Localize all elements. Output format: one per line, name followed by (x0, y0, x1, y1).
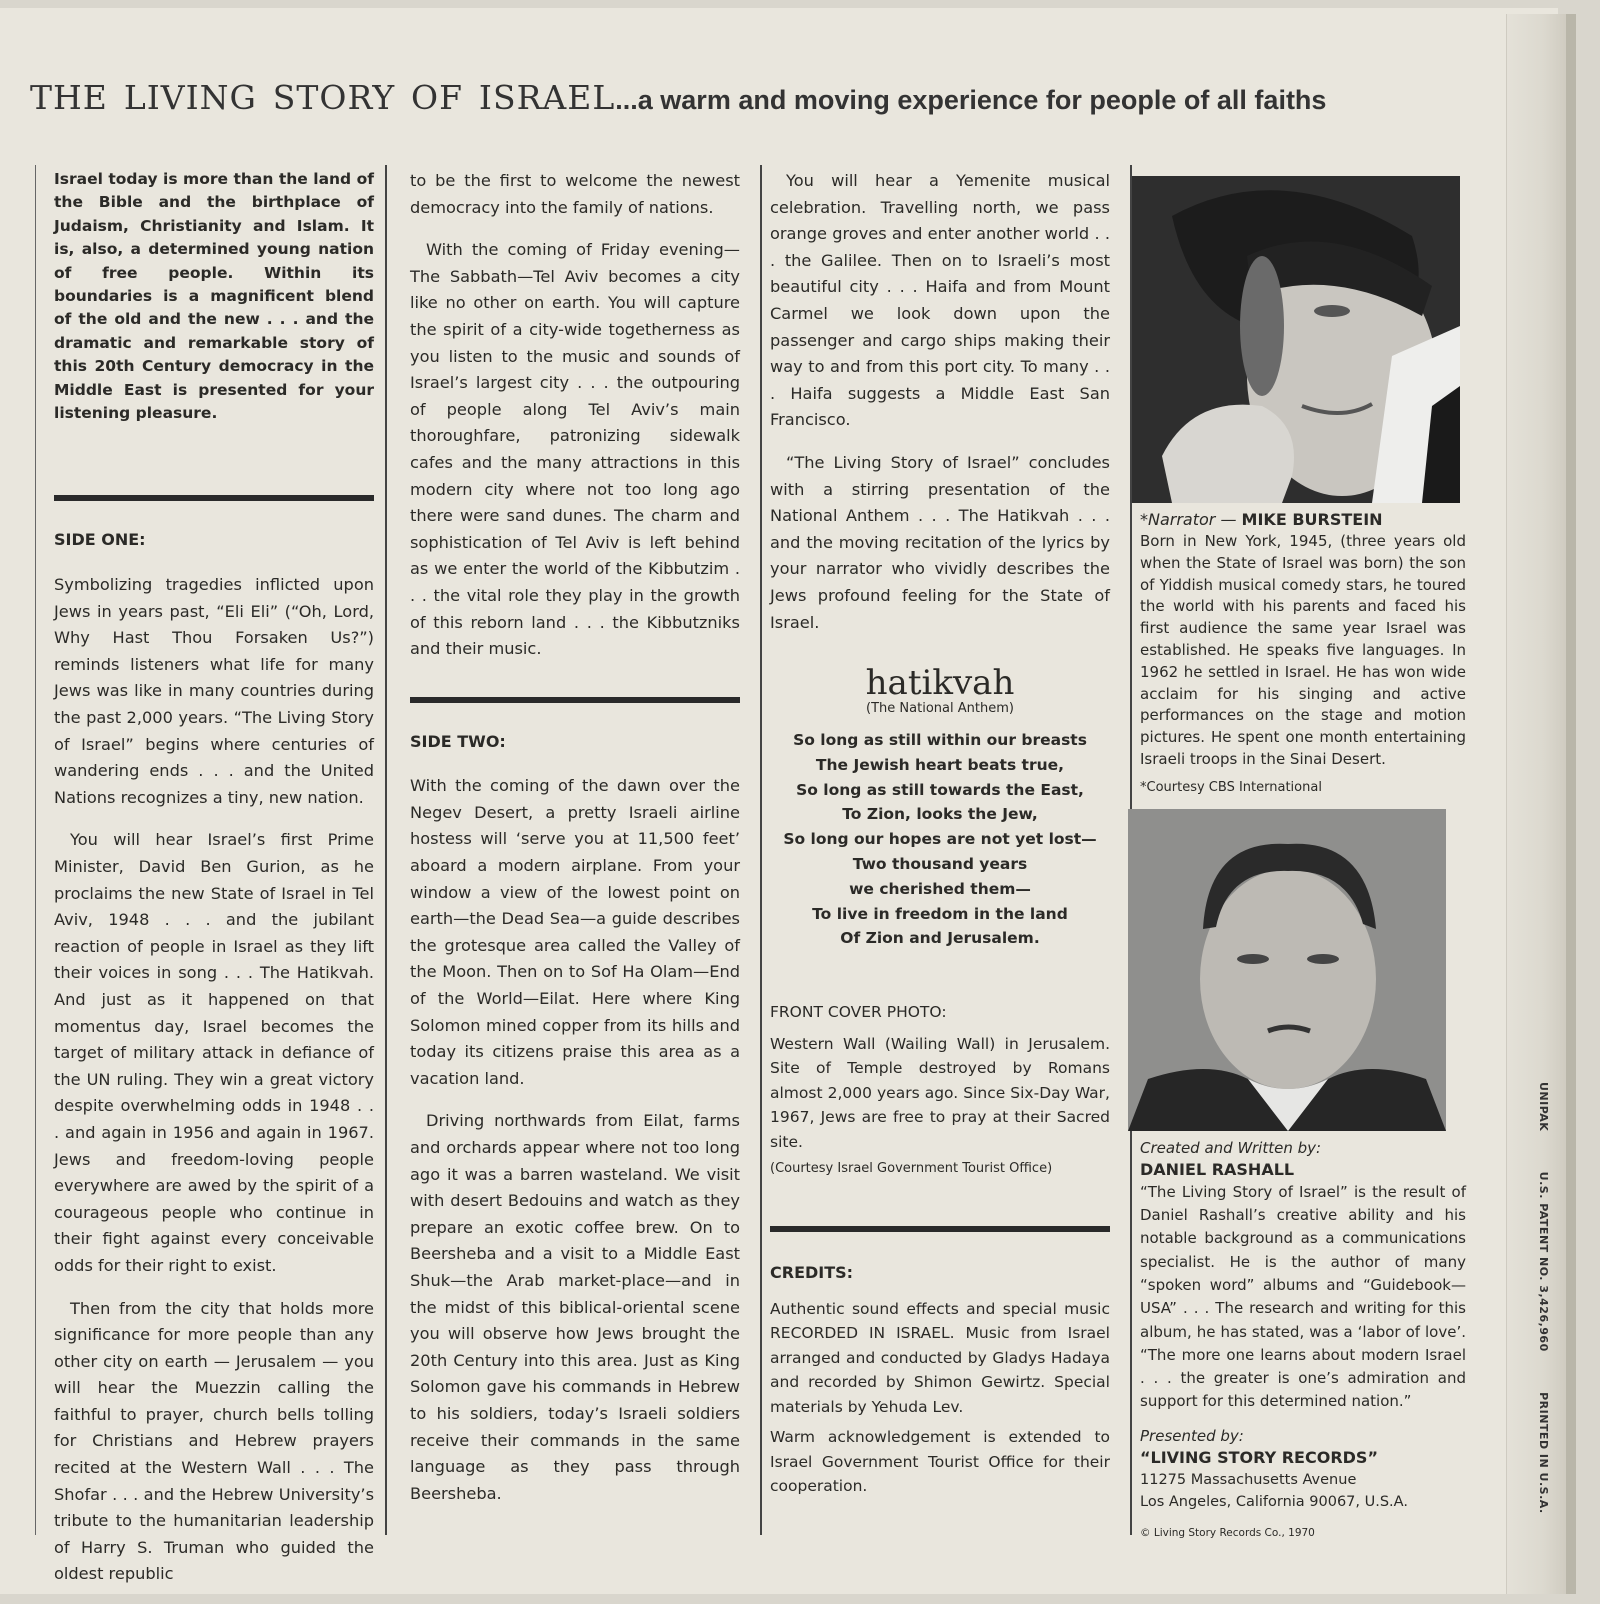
spine-patent: U.S. PATENT NO. 3,426,960 (1537, 1171, 1550, 1352)
column-divider (385, 165, 387, 1535)
hatikvah-subtitle: (The National Anthem) (866, 701, 1014, 717)
presenter-address-line2: Los Angeles, California 90067, U.S.A. (1140, 1493, 1408, 1510)
lyric-line: So long our hopes are not yet lost— (783, 830, 1097, 849)
spine-text (1537, 1082, 1550, 1550)
cover-photo-heading: FRONT COVER PHOTO: (770, 1003, 947, 1022)
section-rule (54, 495, 374, 501)
column-divider (760, 165, 762, 1535)
lyric-line: we cherished them— (849, 879, 1031, 898)
spine-edge (1566, 14, 1576, 1594)
spine-printed: PRINTED IN U.S.A. (1537, 1392, 1550, 1514)
hatikvah-title: hatikvah (865, 663, 1015, 704)
column-3 (770, 168, 1110, 1499)
author-role: Created and Written by: (1140, 1138, 1322, 1157)
paragraph: You will hear Israel’s first Prime Minister, David Ben Gurion, as he proclaims the new State of Israel in Tel Aviv, 1948 . . . and the jubilant reaction of people in Israel as they lift their voices in song . . . The Hatikvah. And just as it happened on that momentus day, Israel becomes the target of military attack in defiance of the UN ruling. They win a great victory despite overwhelming odds in 1948 . . . and again in 1956 and again in 1967. Jews and freedom-loving people everywhere are awed by the spirit of a courageous people who continue in their fight against every conceivable odds for their right to exist. (54, 830, 374, 1275)
narrator-courtesy: *Courtesy CBS International (1140, 779, 1322, 795)
narrator-caption (1140, 509, 1466, 531)
paragraph: “The Living Story of Israel” concludes with a stirring presentation of the National Anthem . . . The Hatikvah . . . and the moving recitation of the lyrics by your narrator who vividly describes the Jews profound feeling for the State of Israel. (770, 452, 1110, 632)
portrait-author-icon (1128, 809, 1446, 1131)
paragraph: to be the first to welcome the newest democracy into the family of nations. (410, 171, 740, 217)
narrator-role: *Narrator — (1140, 510, 1242, 529)
album-tagline: ...a warm and moving experience for people of all faiths (615, 85, 1327, 115)
paragraph: Then from the city that holds more significance for more people than any other city on earth — Jerusalem — you will hear the Muezzin calling the faithful to prayer, church bells tolling for Christians and Hebrew prayers recited at the Western Wall . . . The Shofar . . . and the Hebrew University’s tribute to the humanitarian leadership of Harry S. Truman who guided the oldest republic (54, 1298, 374, 1584)
side-two-heading: SIDE TWO: (410, 731, 506, 751)
portrait-narrator-icon (1132, 176, 1460, 503)
paragraph: With the coming of Friday evening—The Sabbath—Tel Aviv becomes a city like no other on earth. You will capture the spirit of a city-wide togetherness as you listen to the music and sounds of Israel’s largest city . . . the outpouring of people along Tel Aviv’s main thoroughfare, patronizing sidewalk cafes and the many attractions in this modern city where not too long ago there were sand dunes. The charm and sophistication of Tel Aviv is left behind as we enter the world of the Kibbutzim . . . the vital role they play in the growth of this reborn land . . . the Kibbutzniks and their music. (410, 240, 740, 659)
lyric-line: Of Zion and Jerusalem. (840, 929, 1040, 948)
credits-heading: CREDITS: (770, 1263, 854, 1283)
acknowledgement-text: Warm acknowledgement is extended to Israel Government Tourist Office for their cooperation. (770, 1428, 1110, 1496)
lyric-line: Two thousand years (852, 855, 1028, 874)
narrator-photo (1132, 176, 1460, 503)
author-photo (1128, 809, 1446, 1131)
lyric-line: To live in freedom in the land (812, 904, 1068, 923)
presenter-address-line1: 11275 Massachusetts Avenue (1140, 1471, 1357, 1488)
hatikvah-lyrics (770, 728, 1110, 951)
copyright-notice: © Living Story Records Co., 1970 (1140, 1526, 1315, 1539)
narrator-bio: Born in New York, 1945, (three years old when the State of Israel was born) the son of Yiddish musical comedy stars, he toured the world with his parents and faced his first audience the same year Israel was established. He speaks five languages. In 1962 he settled in Israel. He has won wide acclaim for his singing and active performances on the stage and motion pictures. He spent one month entertaining Israeli troops in the Sinai Desert. (1140, 532, 1466, 768)
credits-text: Authentic sound effects and special music RECORDED IN ISRAEL. Music from Israel arranged and conducted by Gladys Hadaya and recorded by Shimon Gewirtz. Special materials by Yehuda Lev. (770, 1299, 1110, 1416)
cover-photo-text: Western Wall (Wailing Wall) in Jerusalem. Site of Temple destroyed by Romans almost 2,000 years ago. Since Six-Day War, 1967, Jews are free to pray at their Sacred site. (770, 1034, 1110, 1151)
lyric-line: To Zion, looks the Jew, (842, 805, 1038, 824)
paragraph: Driving northwards from Eilat, farms and orchards appear where not too long ago it was a barren wasteland. We visit with desert Bedouins and watch as they prepare an exotic coffee brew. On to Beersheba and a visit to a Middle East Shuk—the Arab market-place—and in the midst of this biblical-oriental scene you will observe how Jews brought the 20th Century into this area. Just as King Solomon gave his commands in Hebrew to his soldiers, today’s Israeli soldiers receive their commands in the same language as they pass through Beersheba. (410, 1111, 740, 1503)
left-border (35, 165, 36, 1535)
column-4 (1140, 176, 1466, 1541)
side-one-heading: SIDE ONE: (54, 530, 146, 550)
presenter-role: Presented by: (1140, 1426, 1244, 1445)
column-1 (54, 168, 374, 1604)
cover-photo-courtesy: (Courtesy Israel Government Tourist Office) (770, 1161, 1053, 1177)
presenter-name: “LIVING STORY RECORDS” (1140, 1447, 1378, 1467)
lyric-line: The Jewish heart beats true, (815, 755, 1065, 774)
paragraph: Symbolizing tragedies inflicted upon Jews in years past, “Eli Eli” (“Oh, Lord, Why Hast Thou Forsaken Us?”) reminds listeners what life for many Jews was like in many countries during the past 2,000 years. “The Living Story of Israel” begins where centuries of wandering ends . . . and the United Nations recognizes a tiny, new nation. (54, 575, 374, 807)
author-bio: “The Living Story of Israel” is the result of Daniel Rashall’s creative ability and his notable background as a communications specialist. He is the author of many “spoken word” albums and “Guidebook—USA” . . . The research and writing for this album, he has stated, was a ‘labor of love’. “The more one learns about modern Israel . . . the greater is one’s admiration and support for this determined nation.” (1140, 1182, 1466, 1411)
header (30, 66, 1490, 121)
narrator-name: MIKE BURSTEIN (1241, 510, 1383, 529)
intro-paragraph: Israel today is more than the land of the Bible and the birthplace of Judaism, Christianity and Islam. It is, also, a determined young nation of free people. Within its boundaries is a magnificent blend of the old and the new . . . and the dramatic and remarkable story of this 20th Century democracy in the Middle East is presented for your listening pleasure. (54, 170, 374, 423)
author-name: DANIEL RASHALL (1140, 1159, 1295, 1179)
album-title: the living story of israel (30, 66, 616, 121)
column-2 (410, 168, 740, 1523)
paragraph: With the coming of the dawn over the Negev Desert, a pretty Israeli airline hostess will ‘serve you at 11,500 feet’ aboard a modern airplane. From your window a view of the lowest point on earth—the Dead Sea—a guide describes the grotesque area called the Valley of the Moon. Then on to Sof Ha Olam—End of the World—Eilat. Here where King Solomon mined copper from its hills and today its citizens praise this area as a vacation land. (410, 776, 740, 1088)
lyric-line: So long as still within our breasts (793, 731, 1087, 750)
lyric-line: So long as still towards the East, (796, 780, 1084, 799)
section-rule (410, 697, 740, 703)
section-rule (770, 1226, 1110, 1232)
paragraph: You will hear a Yemenite musical celebration. Travelling north, we pass orange groves and enter another world . . . the Galilee. Then on to Israeli’s most beautiful city . . . Haifa and from Mount Carmel we look down upon the passenger and cargo ships making their way to and from this port city. To many . . . Haifa suggests a Middle East San Francisco. (770, 171, 1110, 430)
spine-brand: UNIPAK (1537, 1082, 1550, 1132)
